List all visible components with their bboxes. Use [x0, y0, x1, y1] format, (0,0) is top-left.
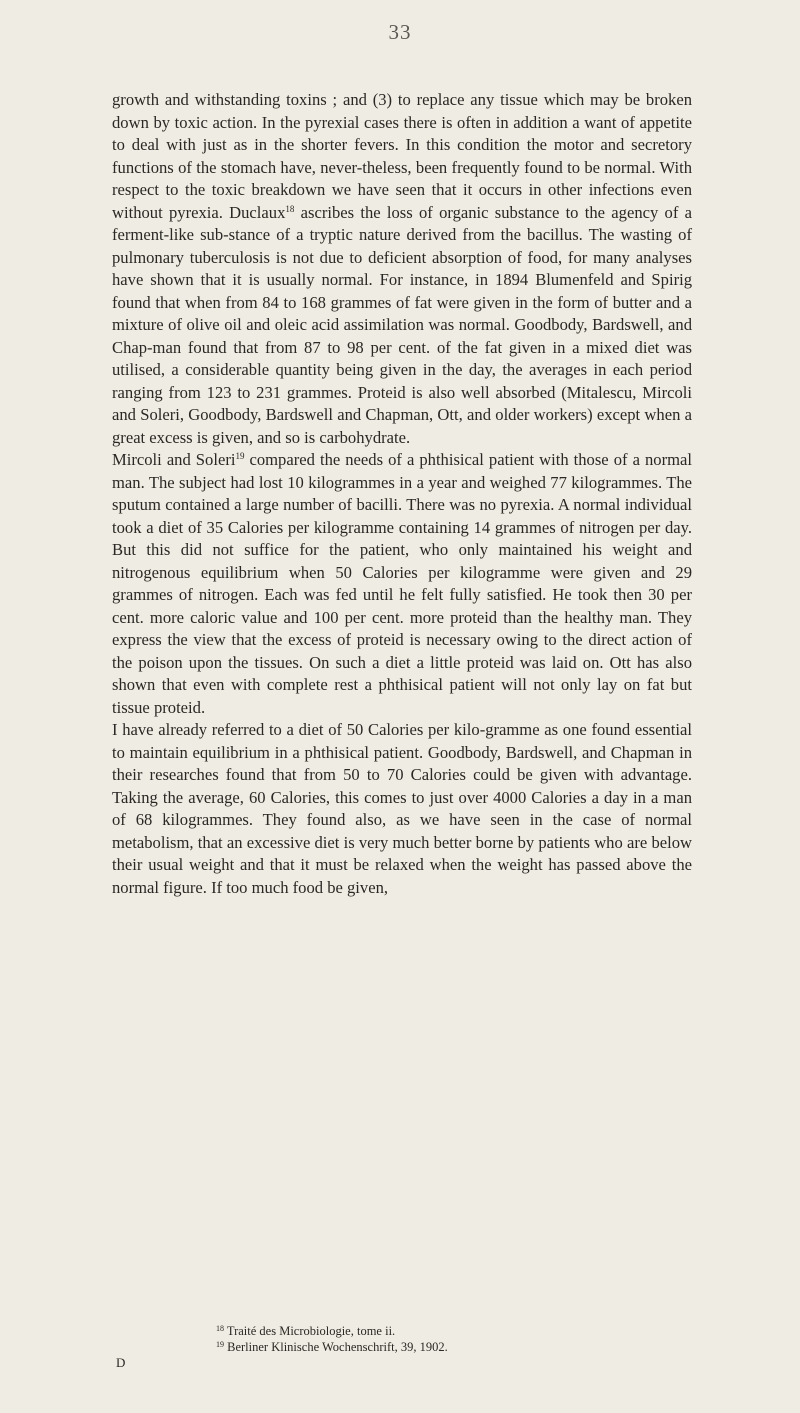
footnotes [112, 1323, 692, 1355]
paragraph-2 [112, 449, 692, 719]
footnote-text: Traité des Microbiologie, tome ii. [224, 1324, 396, 1338]
paragraph-text: compared the needs of a phthisical patient with those of a normal man. The subject had lost 10 kilogrammes in a year and weighed 77 kilogrammes. The sputum contained a large number of bacilli. There was no pyrexia. A normal individual took a diet of 35 Calories per kilogramme containing 14 grammes of nitrogen per day. But this did not suffice for the patient, who only maintained his weight and nitrogenous equilibrium when 50 Calories per kilogramme were given and 29 grammes of nitrogen. Each was fed until he felt fully satisfied. He took then 30 per cent. more caloric value and 100 per cent. more proteid than the healthy man. They express the view that the excess of proteid is necessary owing to the direct action of the poison upon the tissues. On such a diet a little proteid was laid on. Ott has also shown that even with complete rest a phthisical patient will not only lay on fat but tissue proteid. [112, 450, 692, 717]
footnote-reference: 19 [235, 451, 245, 461]
footnote-reference: 18 [285, 203, 295, 214]
paragraph-1 [112, 89, 692, 449]
footnote-marker: 18 [216, 1324, 224, 1333]
footnote-marker: 19 [216, 1340, 224, 1349]
footnote [112, 1339, 692, 1355]
footnote [112, 1323, 692, 1339]
paragraph-3 [112, 719, 692, 899]
paragraph-text: growth and withstanding toxins ; and (3) to replace any tissue which may be broken down by toxic action. In the pyrexial cases there is often in addition a want of appetite to deal with just as in the shorter fevers. In this condition the motor and secretory functions of the stomach have, never-theless, been frequently found to be normal. With respect to the toxic breakdown we have seen that it occurs in other infections even without pyrexia. Duclaux [112, 90, 692, 222]
paragraph-text: I have already referred to a diet of 50 Calories per kilo-gramme as one found essential to maintain equilibrium in a phthisical patient. Goodbody, Bardswell, and Chapman in their researches found that from 50 to 70 Calories could be given with advantage. Taking the average, 60 Calories, this comes to just over 4000 Calories a day in a man of 68 kilogrammes. They found also, as we have seen in the case of normal metabolism, that an excessive diet is very much better borne by patients who are below their usual weight and that it must be relaxed when the weight has passed above the normal figure. If too much food be given, [112, 720, 692, 897]
paragraph-text: ascribes the loss of organic substance to the agency of a ferment-like sub-stance of a tryptic nature derived from the bacillus. The wasting of pulmonary tuberculosis is not due to deficient absorption of food, for many analyses have shown that it is usually normal. For instance, in 1894 Blumenfeld and Spirig found that when from 84 to 168 grammes of fat were given in the form of butter and a mixture of olive oil and oleic acid assimilation was normal. Goodbody, Bardswell, and Chap-man found that from 87 to 98 per cent. of the fat given in a mixed diet was utilised, a considerable quantity being given in the day, the averages in each period ranging from 123 to 231 grammes. Proteid is also well absorbed (Mitalescu, Mircoli and Soleri, Goodbody, Bardswell and Chapman, Ott, and older workers) except when a great excess is given, and so is carbohydrate. [112, 202, 692, 447]
body-text [112, 89, 692, 899]
page-number: 33 [388, 20, 412, 44]
paragraph-text: Mircoli and Soleri [112, 450, 236, 469]
signature-mark: D [116, 1355, 126, 1370]
footnote-text: Berliner Klinische Wochenschrift, 39, 1902. [224, 1340, 448, 1354]
